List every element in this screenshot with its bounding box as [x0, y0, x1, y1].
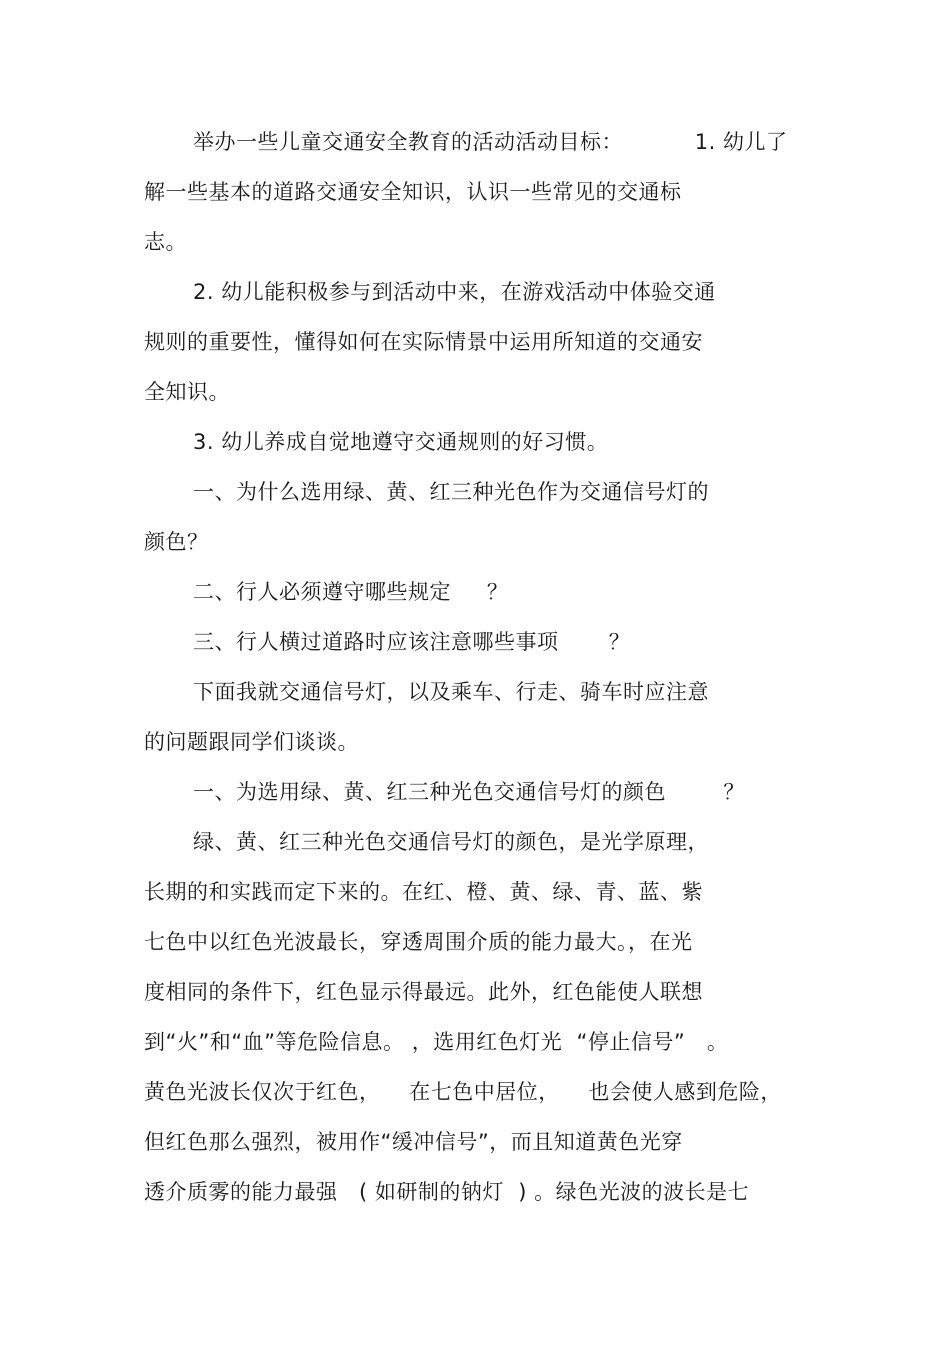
text-line: 透介质雾的能力最强 ( 如研制的钠灯 ) 。绿色光波的波长是七: [144, 1180, 750, 1204]
text-line: 下面我就交通信号灯，以及乘车、行走、骑车时应注意: [193, 680, 709, 704]
text-line: 长期的和实践而定下来的。在红、橙、黄、绿、青、蓝、紫: [144, 880, 703, 904]
text-line: 3. 幼儿养成自觉地遵守交通规则的好习惯。: [193, 430, 609, 454]
text-line: 度相同的条件下，红色显示得最远。此外，红色能使人联想: [144, 980, 703, 1004]
text-line: 的问题跟同学们谈谈。: [144, 730, 359, 754]
text-line: 举办一些儿童交通安全教育的活动活动目标： 1. 幼儿了: [193, 130, 788, 154]
text-line: 颜色？: [144, 530, 209, 554]
text-line: 绿、黄、红三种光色交通信号灯的颜色，是光学原理，: [193, 830, 709, 854]
text-line: 解一些基本的道路交通安全知识，认识一些常见的交通标: [144, 180, 682, 204]
text-line: 但红色那么强烈，被用作“缓冲信号”，而且知道黄色光穿: [144, 1130, 683, 1154]
text-line: 志。: [144, 230, 187, 254]
text-line: 黄色光波长仅次于红色， 在七色中居位， 也会使人感到危险，: [144, 1080, 782, 1104]
text-line: 2. 幼儿能积极参与到活动中来，在游戏活动中体验交通: [193, 280, 716, 304]
text-line: 一、为选用绿、黄、红三种光色交通信号灯的颜色 ？: [193, 780, 745, 804]
text-line: 一、为什么选用绿、黄、红三种光色作为交通信号灯的: [193, 480, 709, 504]
text-line: 全知识。: [144, 380, 230, 404]
text-line: 到“火”和“血”等危险信息。 ，选用红色灯光 “停止信号” 。: [144, 1030, 729, 1054]
text-line: 七色中以红色光波最长，穿透周围介质的能力最大。，在光: [144, 930, 693, 954]
text-line: 规则的重要性，懂得如何在实际情景中运用所知道的交通安: [144, 330, 703, 354]
text-line: 三、行人横过道路时应该注意哪些事项 ？: [193, 630, 631, 654]
text-line: 二、行人必须遵守哪些规定 ？: [193, 580, 509, 604]
